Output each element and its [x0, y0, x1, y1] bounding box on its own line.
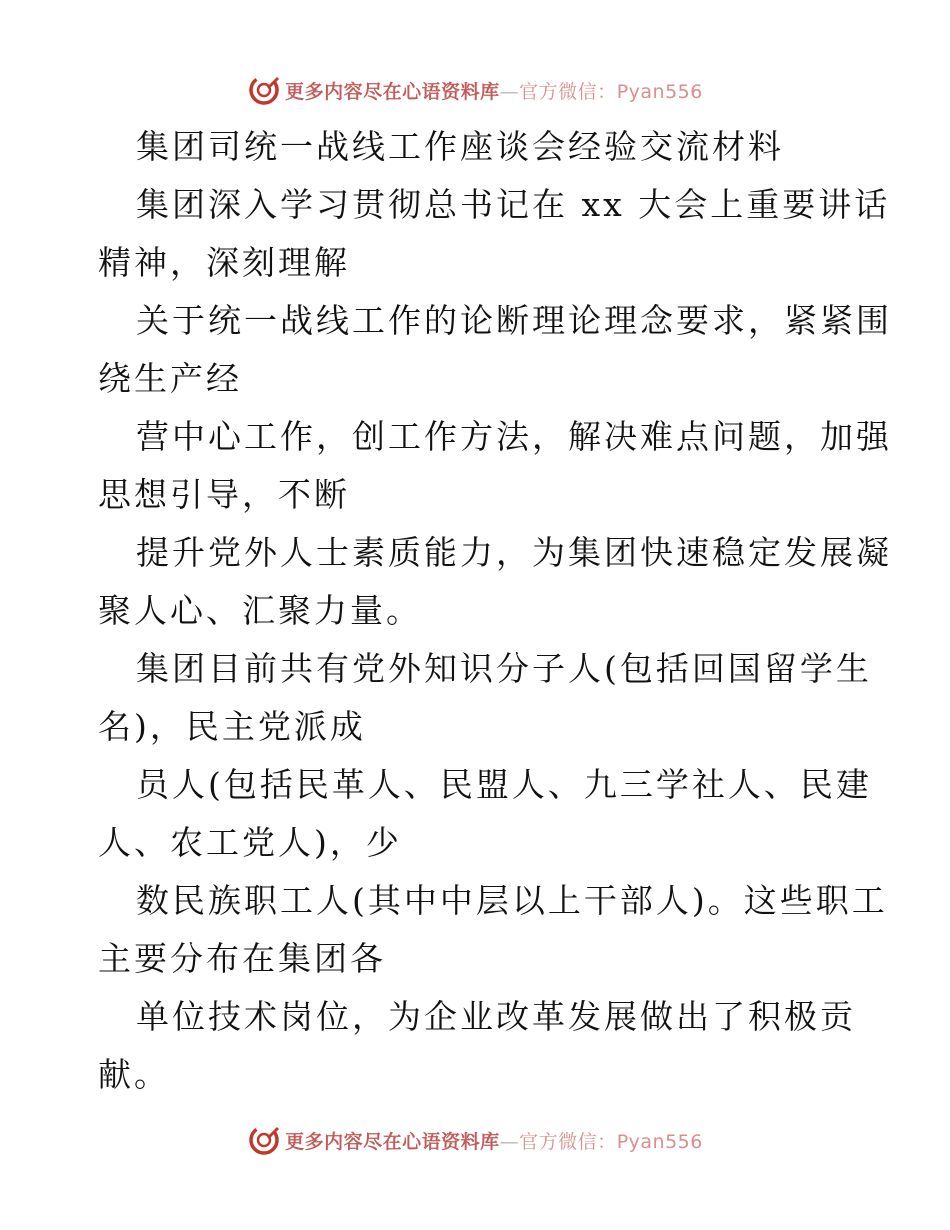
paragraph-line: 集团深入学习贯彻总书记在 xx 大会上重要讲话 — [136, 185, 891, 224]
banner-wechat-id: Pyan556 — [616, 1130, 703, 1153]
header-banner — [0, 70, 950, 110]
banner-main-text: 更多内容尽在心语资料库 — [285, 1130, 500, 1153]
paragraph-line: 绕生产经 — [98, 359, 242, 398]
paragraph-line: 献。 — [98, 1055, 170, 1094]
paragraph-line: 思想引导，不断 — [98, 475, 350, 514]
banner-text — [285, 77, 703, 104]
document-title: 集团司统一战线工作座谈会经验交流材料 — [136, 127, 784, 166]
banner-wechat-label: 官方微信： — [519, 80, 617, 103]
banner-main-text: 更多内容尽在心语资料库 — [285, 80, 500, 103]
paragraph-line: 员人(包括民革人、民盟人、九三学社人、民建 — [136, 765, 872, 804]
paragraph-line: 精神，深刻理解 — [98, 243, 350, 282]
paragraph-line: 关于统一战线工作的论断理论理念要求，紧紧围 — [136, 301, 892, 340]
banner-dash: — — [499, 1130, 520, 1153]
paragraph-line: 主要分布在集团各 — [98, 939, 386, 978]
paragraph-line: 数民族职工人(其中中层以上干部人)。这些职工 — [136, 881, 888, 920]
brush-logo-icon — [247, 1123, 281, 1157]
paragraph-line: 聚人心、汇聚力量。 — [98, 591, 422, 630]
banner-wechat-label: 官方微信： — [519, 1130, 617, 1153]
brush-logo-icon — [247, 73, 281, 107]
paragraph-line: 集团目前共有党外知识分子人(包括回国留学生 — [136, 649, 872, 688]
paragraph-line: 名)，民主党派成 — [98, 707, 366, 746]
banner-dash: — — [499, 80, 520, 103]
paragraph-line: 单位技术岗位，为企业改革发展做出了积极贡 — [136, 997, 856, 1036]
paragraph-line: 营中心工作，创工作方法，解决难点问题，加强 — [136, 417, 892, 456]
footer-banner — [0, 1120, 950, 1160]
paragraph-line: 提升党外人士素质能力，为集团快速稳定发展凝 — [136, 533, 892, 572]
banner-wechat-id: Pyan556 — [616, 80, 703, 103]
banner-text — [285, 1127, 703, 1154]
paragraph-line: 人、农工党人)，少 — [98, 823, 402, 862]
